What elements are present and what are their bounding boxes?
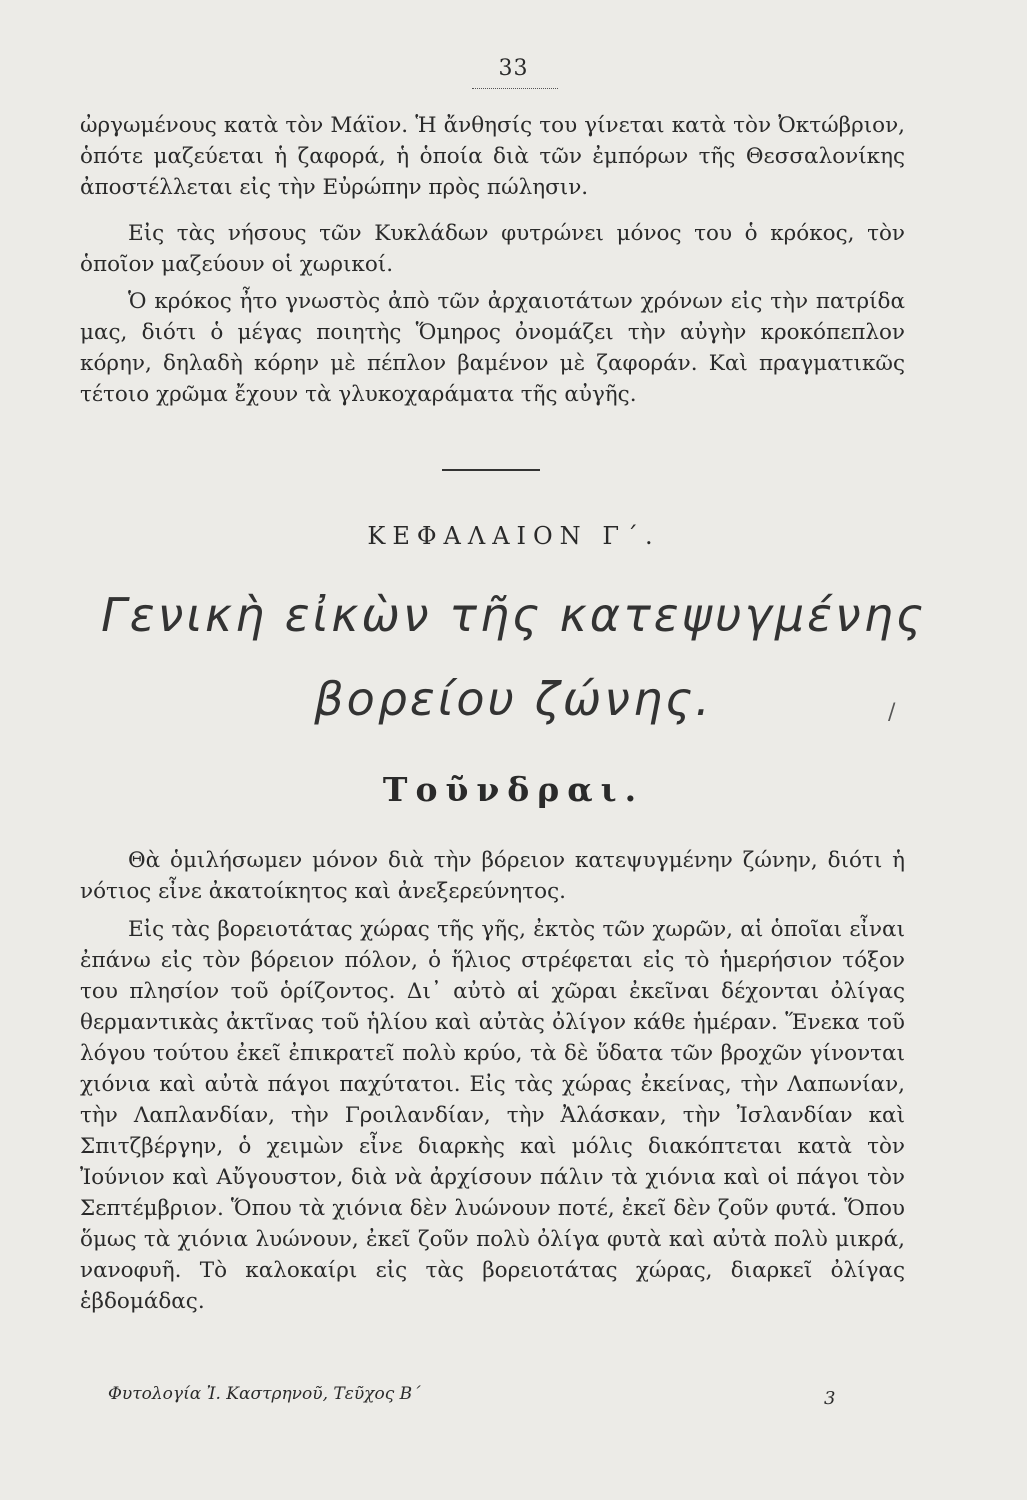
paragraph-5: Εἰς τὰς βορειοτάτας χώρας τῆς γῆς, ἐκτὸς τῶν χωρῶν, αἱ ὁποῖαι εἶναι ἐπάνω εἰς τὸν βόρειον πόλον, ὁ ἥλιος στρέφεται εἰς τὸ ἡμερήσιον τόξον του πλησίον τοῦ ὁρίζοντος. Δι᾽ αὐτὸ αἱ χῶραι ἐκεῖναι δέχονται ὀλίγας θερμαντικὰς ἀκτῖνας τοῦ ἡλίου καὶ αὐτὰς ὀλίγον κάθε ἡμέραν. Ἕνεκα τοῦ λόγου τούτου ἐκεῖ ἐπικρατεῖ πολὺ κρύο, τὰ δὲ ὕδατα τῶν βροχῶν γίνονται χιόνια καὶ αὐτὰ πάγοι παχύτατοι. Εἰς τὰς χώρας ἐκείνας, τὴν Λαπωνίαν, τὴν Λαπλανδίαν, τὴν Γροιλανδίαν, τὴν Ἀλάσκαν, τὴν Ἰσλανδίαν καὶ Σπιτζβέργην, ὁ χειμὼν εἶνε διαρκὴς καὶ μόλις διακόπτεται κατὰ τὸν Ἰούνιον καὶ Αὔγουστον, διὰ νὰ ἀρχίσουν πάλιν τὰ χιόνια καὶ οἱ πάγοι τὸν Σεπτέμβριον. Ὅπου τὰ χιόνια δὲν λυώνουν ποτέ, ἐκεῖ δὲν ζοῦν φυτά. Ὅπου ὅμως τὰ χιόνια λυώνουν, ἐκεῖ ζοῦν πολὺ ὀλίγα φυτὰ καὶ αὐτὰ πολὺ μικρά, νανοφυῆ. Τὸ καλοκαίρι εἰς τὰς βορειοτάτας χώρας, διαρκεῖ ὀλίγας ἑβδομάδας. — [80, 917, 905, 1314]
chapter-title-line-1: Γενικὴ εἰκὼν τῆς κατεψυγμένης — [101, 588, 926, 642]
section-divider — [442, 469, 540, 471]
stray-pencil-mark: / — [888, 700, 896, 725]
page-number: 33 — [498, 56, 529, 81]
footer-sheet-number: 3 — [824, 1388, 836, 1409]
paragraph-3: Ὁ κρόκος ἦτο γνωστὸς ἀπὸ τῶν ἀρχαιοτάτων χρόνων εἰς τὴν πατρίδα μας, διότι ὁ μέγας ποιητὴς Ὅμηρος ὀνομάζει τὴν αὐγὴν κροκόπεπλον κόρην, δηλαδὴ κόρην μὲ πέπλον βαμένον μὲ ζαφοράν. Καὶ πραγματικῶς τέτοιο χρῶμα ἔχουν τὰ γλυκοχαράματα τῆς αὐγῆς. — [80, 289, 905, 407]
chapter-heading: ΚΕΦΑΛΑΙΟΝ Γ΄. — [367, 522, 660, 550]
page-number-rule — [472, 88, 558, 89]
section-heading: Τοῦνδραι. — [382, 770, 645, 809]
paragraph-2: Εἰς τὰς νήσους τῶν Κυκλάδων φυτρώνει μόνος του ὁ κρόκος, τὸν ὁποῖον μαζεύουν οἱ χωρικοί. — [80, 221, 905, 277]
footer-signature: Φυτολογία Ἰ. Καστρηνοῦ, Τεῦχος Β΄ — [108, 1384, 421, 1404]
chapter-title-line-2: βορείου ζώνης. — [314, 672, 713, 726]
paragraph-1: ὠργωμένους κατὰ τὸν Μάϊον. Ἡ ἄνθησίς του γίνεται κατὰ τὸν Ὀκτώβριον, ὁπότε μαζεύεται ἡ ζαφορά, ἡ ὁποία διὰ τῶν ἐμπόρων τῆς Θεσσαλονίκης ἀποστέλλεται εἰς τὴν Εὐρώπην πρὸς πώλησιν. — [80, 113, 905, 200]
paragraph-4: Θὰ ὁμιλήσωμεν μόνον διὰ τὴν βόρειον κατεψυγμένην ζώνην, διότι ἡ νότιος εἶνε ἀκατοίκητος καὶ ἀνεξερεύνητος. — [80, 848, 905, 904]
